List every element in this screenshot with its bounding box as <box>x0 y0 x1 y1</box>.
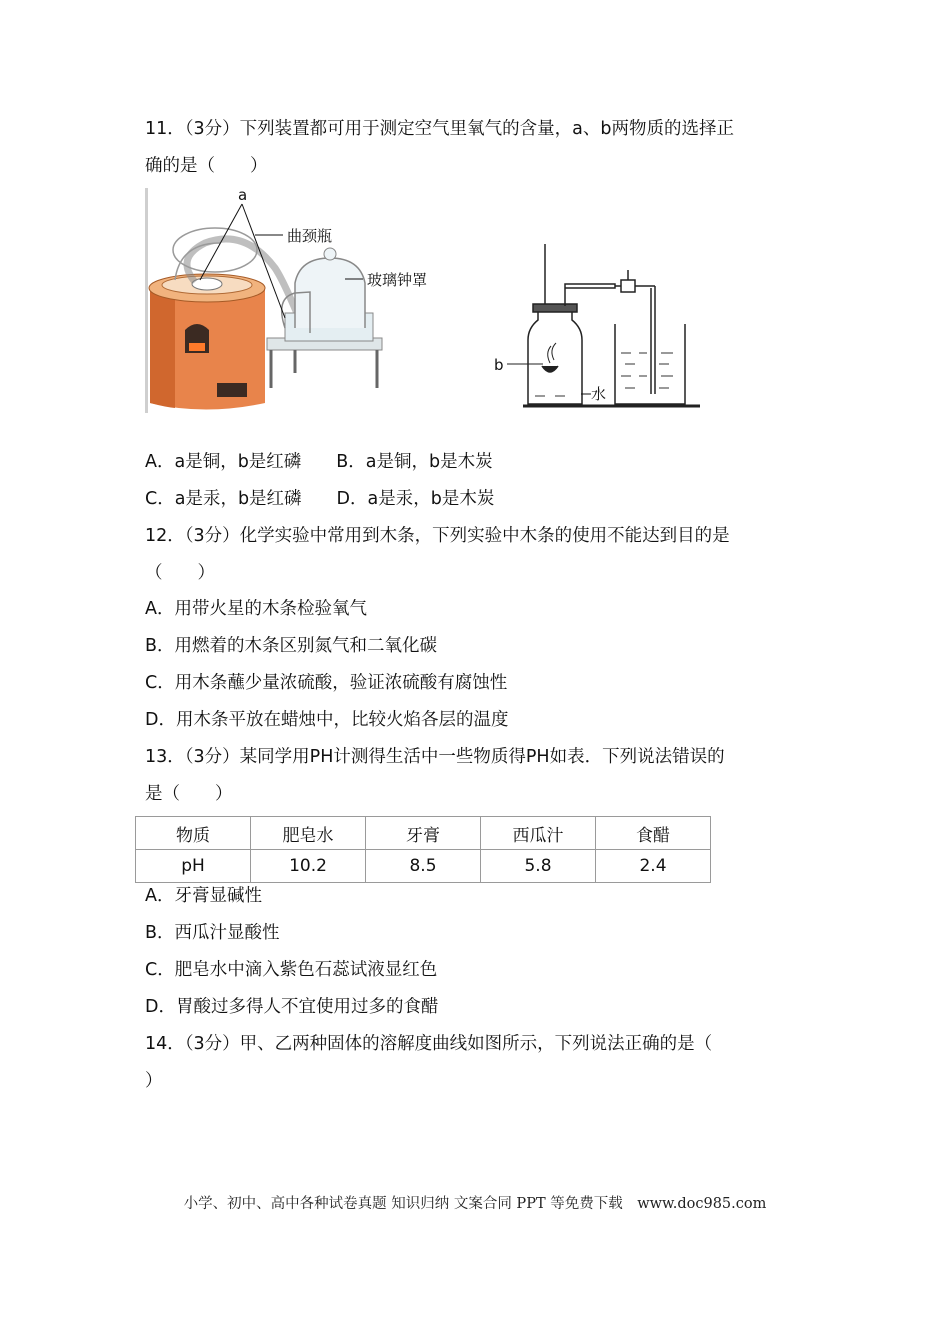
table-header-row <box>136 817 711 850</box>
table-cell: 物质 <box>136 817 251 850</box>
q11-stem-line2: 确的是（ ） <box>145 156 268 176</box>
table-cell: 8.5 <box>366 850 481 883</box>
q12-option-c: C．用木条蘸少量浓硫酸，验证浓硫酸有腐蚀性 <box>145 673 508 693</box>
q12-option-a: A．用带火星的木条检验氧气 <box>145 599 367 619</box>
q11-options-ab: A．a是铜，b是红磷 B．a是铜，b是木炭 <box>145 452 493 472</box>
label-neck-flask: 曲颈瓶 <box>287 227 333 245</box>
label-bell-jar: 玻璃钟罩 <box>367 271 428 289</box>
table-cell: 肥皂水 <box>251 817 366 850</box>
q11-apparatus-figure <box>145 188 705 416</box>
table-cell: pH <box>136 850 251 883</box>
q12-option-b: B．用燃着的木条区别氮气和二氧化碳 <box>145 636 438 656</box>
q12-stem-line1: 12．（3分）化学实验中常用到木条，下列实验中木条的使用不能达到目的是 <box>145 526 730 546</box>
q12-option-d: D．用木条平放在蜡烛中，比较火焰各层的温度 <box>145 710 509 730</box>
ph-table <box>135 816 711 883</box>
table-cell: 牙膏 <box>366 817 481 850</box>
q13-stem-line1: 13．（3分）某同学用PH计测得生活中一些物质得PH如表．下列说法错误的 <box>145 747 725 767</box>
table-cell: 10.2 <box>251 850 366 883</box>
table-cell: 食醋 <box>596 817 711 850</box>
q13-option-a: A．牙膏显碱性 <box>145 886 262 906</box>
q14-stem-line1: 14．（3分）甲、乙两种固体的溶解度曲线如图所示，下列说法正确的是（ <box>145 1034 713 1054</box>
table-cell: 5.8 <box>481 850 596 883</box>
q11-stem-line1: 11．（3分）下列装置都可用于测定空气里氧气的含量，a、b两物质的选择正 <box>145 119 734 139</box>
page-footer: 小学、初中、高中各种试卷真题 知识归纳 文案合同 PPT 等免费下载 www.doc985.com <box>183 1196 767 1212</box>
label-a: a <box>238 188 248 204</box>
furnace-illustration <box>145 188 382 413</box>
q13-option-b: B．西瓜汁显酸性 <box>145 923 280 943</box>
label-b: b <box>494 356 504 374</box>
table-row <box>136 850 711 883</box>
label-water: 水 <box>591 385 607 403</box>
q14-stem-line2: ） <box>145 1071 163 1091</box>
q13-option-c: C．肥皂水中滴入紫色石蕊试液显红色 <box>145 960 438 980</box>
q13-stem-line2: 是（ ） <box>145 784 233 804</box>
table-cell: 西瓜汁 <box>481 817 596 850</box>
q11-options-cd: C．a是汞，b是红磷 D．a是汞，b是木炭 <box>145 489 495 509</box>
table-cell: 2.4 <box>596 850 711 883</box>
q12-stem-line2: （ ） <box>145 563 215 583</box>
q13-option-d: D．胃酸过多得人不宜使用过多的食醋 <box>145 997 439 1017</box>
jar-beaker-illustration <box>507 244 700 406</box>
